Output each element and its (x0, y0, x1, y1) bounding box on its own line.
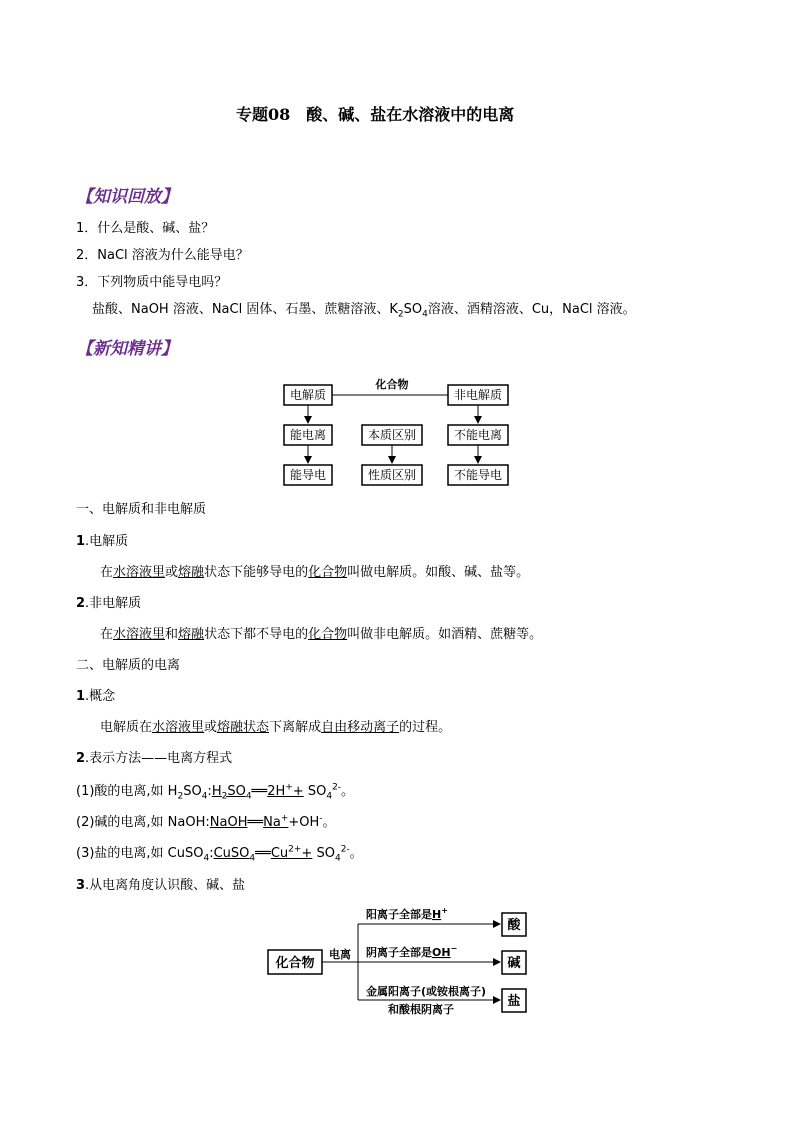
review-question-1: 1．什么是酸、碱、盐？ (76, 221, 215, 236)
box-can-ionize-label: 能电离 (289, 428, 327, 442)
review-question-3-items: 盐酸、NaOH 溶液、NaCl 固体、石墨、蔗糖溶液、$K_2SO_4$溶液、酒精溶液、Cu，NaCl 溶液。 (92, 302, 636, 320)
box-property-difference-label: 性质区别 (367, 468, 417, 482)
section-1-heading: 一、电解质和非电解质 (76, 502, 207, 517)
subheading-non-electrolyte: 2.非电解质 (76, 596, 142, 611)
box-base-label: 碱 (507, 956, 521, 971)
branch-salt-label-2: 和酸根阴离子 (388, 1003, 454, 1016)
equation-acid: (1)酸的电离,如 $H_2SO_4:H_2SO_4══2H^++ SO_4^{2-}$。 (76, 782, 355, 802)
page-title: 专题08 酸、碱、盐在水溶液中的电离 (236, 105, 515, 124)
box-non-electrolyte-label: 非电解质 (453, 388, 503, 402)
equation-salt: (3)盐的电离,如 $CuSO_4:CuSO_4══Cu^{2+}+ SO_4^{2-}$。 (76, 844, 363, 864)
box-conducts-label: 能导电 (289, 468, 327, 482)
diagram1-top-label: 化合物 (375, 378, 409, 391)
classification-diagram (262, 902, 534, 1020)
ionize-label: 电离 (329, 948, 351, 961)
box-acid-label: 酸 (507, 918, 521, 933)
box-compound-label: 化合物 (275, 956, 315, 971)
review-question-2: 2．NaCl 溶液为什么能导电？ (76, 248, 249, 263)
section-2-heading: 二、电解质的电离 (76, 658, 181, 673)
subheading-electrolyte: 1.电解质 (76, 534, 129, 549)
box-cannot-ionize-label: 不能电离 (453, 428, 503, 442)
subheading-concept: 1.概念 (76, 689, 116, 704)
review-heading: 【知识回放】 (76, 187, 178, 207)
subheading-notation: 2.表示方法——电离方程式 (76, 751, 233, 766)
box-electrolyte-label: 电解质 (289, 388, 327, 402)
branch-acid-label: 阳离子全部是H+ (366, 906, 448, 921)
new-knowledge-heading: 【新知精讲】 (76, 339, 178, 359)
non-electrolyte-definition: 在水溶液里和熔融状态下都不导电的化合物叫做非电解质。如酒精、蔗糖等。 (100, 627, 543, 642)
subheading-classification: 3.从电离角度认识酸、碱、盐 (76, 878, 246, 893)
branch-base-label: 阴离子全部是OH− (366, 944, 458, 959)
electrolyte-diagram (270, 372, 530, 490)
box-salt-label: 盐 (507, 994, 521, 1009)
electrolyte-definition: 在水溶液里或熔融状态下能够导电的化合物叫做电解质。如酸、碱、盐等。 (100, 565, 530, 580)
review-question-3: 3．下列物质中能导电吗？ (76, 275, 228, 290)
box-no-conduct-label: 不能导电 (453, 468, 503, 482)
branch-salt-label: 金属阳离子(或铵根离子) (366, 985, 487, 998)
equation-base: (2)碱的电离,如 NaOH:NaOH══Na++OH-。 (76, 813, 336, 830)
box-essential-difference-label: 本质区别 (367, 428, 417, 442)
ionization-definition: 电解质在水溶液里或熔融状态下离解成自由移动离子的过程。 (100, 720, 452, 735)
